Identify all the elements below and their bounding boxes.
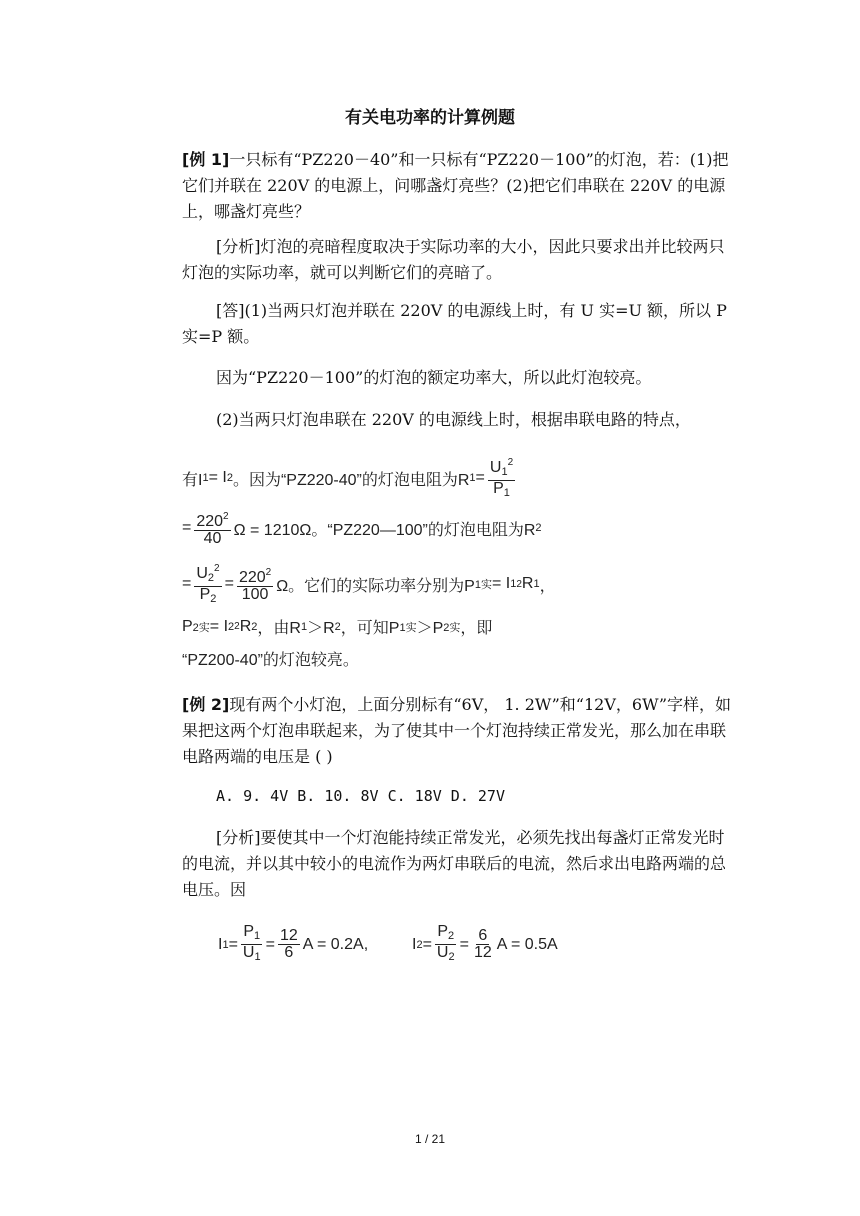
example-2-label: [例 2] <box>182 695 230 714</box>
formula-line-1: 有I 1 = I 2 。因为“PZ220-40”的灯泡电阻为R 1 = $\frac{U_1^2}{P_1}$ <box>182 457 514 499</box>
fraction-p2-over-u2: $\frac{P_2}{U_2}$ <box>436 923 455 963</box>
example-1-answer-part1: [答](1)当两只灯泡并联在 220V 的电源线上时，有 U 实=U 额，所以 P 实=P 额。 <box>182 301 727 346</box>
example-2-formula: I 1 = $\frac{P_1}{U_1}$ = $\frac{12}{6}$ A = 0.2A, I 2 = $\frac{P_2}{U_2}$ = $\frac{6}{12}$ A = 0.5A <box>218 923 558 963</box>
fraction-6-over-12: $\frac{6}{12}$ <box>473 927 492 961</box>
fraction-220sq-over-40: $\frac{220^2}{40}$ <box>196 511 229 547</box>
example-1-answer-part2: (2)当两只灯泡串联在 220V 的电源线上时，根据串联电路的特点， <box>216 410 691 429</box>
formula-line-4: P 2实 = I 2 2 R 2 ，由R 1 ＞R 2 ，可知P 1实 ＞P 2实 ，即 <box>182 617 493 637</box>
example-2-question <box>182 692 732 770</box>
page-number: 1 / 21 <box>414 1132 446 1146</box>
example-1-analysis: [分析]灯泡的亮暗程度取决于实际功率的大小，因此只要求出并比较两只灯泡的实际功率，就可以判断它们的亮暗了。 <box>182 237 725 282</box>
fraction-220sq-over-100: $\frac{220^2}{100}$ <box>238 567 272 603</box>
page-title: 有关电功率的计算例题 <box>345 108 515 128</box>
formula-line-2: = $\frac{220^2}{40}$ Ω = 1210Ω。“PZ220—100”的灯泡电阻为R 2 <box>182 511 542 547</box>
example-2-text: 现有两个小灯泡，上面分别标有“6V， 1. 2W”和“12V，6W”字样，如果把这两个灯泡串联起来，为了使其中一个灯泡持续正常发光，那么加在串联电路两端的电压是 ( ) <box>182 695 731 766</box>
formula-line-3: = $\frac{U_2^2}{P_2}$ = $\frac{220^2}{100}$ Ω。它们的实际功率分别为P 1实 = I 1 2 R 1 ， <box>182 563 556 605</box>
example-1-answer-conclusion: 因为“PZ220－100”的灯泡的额定功率大，所以此灯泡较亮。 <box>216 368 652 387</box>
formula-line-5: “PZ200-40”的灯泡较亮。 <box>182 652 359 669</box>
fraction-u2sq-over-p2: $\frac{U_2^2}{P_2}$ <box>196 563 220 605</box>
example-1-question <box>182 147 732 225</box>
example-2-options: A. 9. 4V B. 10. 8V C. 18V D. 27V <box>216 787 505 805</box>
fraction-12-over-6: $\frac{12}{6}$ <box>279 927 298 961</box>
example-2-analysis: [分析]要使其中一个灯泡能持续正常发光，必须先找出每盏灯正常发光时的电流，并以其中较小的电流作为两灯串联后的电流，然后求出电路两端的总电压。因 <box>182 828 727 899</box>
example-1-text: 一只标有“PZ220－40”和一只标有“PZ220－100”的灯泡，若：(1)把它们并联在 220V 的电源上，问哪盏灯亮些？(2)把它们串联在 220V 的电源上，哪盏灯亮些？ <box>182 150 729 221</box>
fraction-u1sq-over-p1: $\frac{U_1^2}{P_1}$ <box>489 457 514 499</box>
example-1-formula <box>182 455 742 670</box>
fraction-p1-over-u1: $\frac{P_1}{U_1}$ <box>242 923 261 963</box>
example-1-label: [例 1] <box>182 150 230 169</box>
